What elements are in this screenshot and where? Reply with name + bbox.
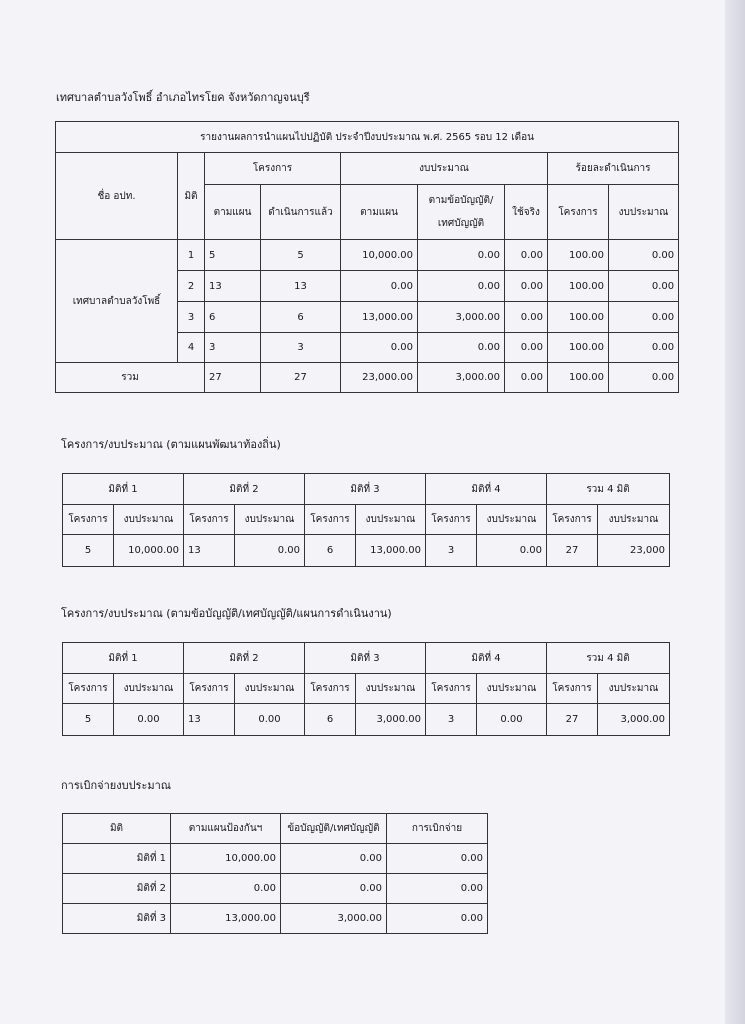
group-total: รวม 4 มิติ <box>547 474 670 505</box>
value-cell: 10,000.00 <box>114 535 184 567</box>
cell-dim: 4 <box>178 333 205 363</box>
value-cell: 0.00 <box>477 704 547 736</box>
value-cell: 3,000.00 <box>598 704 670 736</box>
total-done: 27 <box>261 363 341 393</box>
header-prevention-plan: ตามแผนป้องกันฯ <box>171 814 281 844</box>
header-budget-act <box>418 185 505 240</box>
table-row <box>63 535 670 567</box>
value-cell: 0.00 <box>235 535 305 567</box>
value-cell: 0.00 <box>477 535 547 567</box>
sub-proj: โครงการ <box>63 674 114 704</box>
cell-budget-act: 0.00 <box>418 333 505 363</box>
cell-dim: มิติที่ 3 <box>63 904 171 934</box>
total-percent-proj: 100.00 <box>548 363 609 393</box>
sub-proj: โครงการ <box>547 505 598 535</box>
plan-summary-table <box>62 473 670 567</box>
sub-budget: งบประมาณ <box>235 674 305 704</box>
total-plan: 27 <box>205 363 261 393</box>
cell-budget-used: 0.00 <box>505 271 548 302</box>
sub-budget: งบประมาณ <box>356 674 426 704</box>
sub-budget: งบประมาณ <box>598 505 670 535</box>
value-cell: 13 <box>184 535 235 567</box>
org-title: เทศบาลตำบลวังโพธิ์ อำเภอไทรโยค จังหวัดกาญจนบุรี <box>56 91 310 104</box>
cell-prevention-plan: 0.00 <box>171 874 281 904</box>
sub-budget: งบประมาณ <box>477 674 547 704</box>
sub-proj: โครงการ <box>305 505 356 535</box>
sub-budget: งบประมาณ <box>477 505 547 535</box>
cell-disbursement: 0.00 <box>387 844 488 874</box>
group-total: รวม 4 มิติ <box>547 643 670 674</box>
sub-budget: งบประมาณ <box>356 505 426 535</box>
cell-budget-act: 0.00 <box>418 271 505 302</box>
header-dim: มิติ <box>178 153 205 240</box>
cell-budget-used: 0.00 <box>505 240 548 271</box>
group-dim1: มิติที่ 1 <box>63 643 184 674</box>
sub-budget: งบประมาณ <box>114 674 184 704</box>
value-cell: 6 <box>305 704 356 736</box>
cell-budget-used: 0.00 <box>505 302 548 333</box>
value-cell: 3 <box>426 535 477 567</box>
sub-budget: งบประมาณ <box>598 674 670 704</box>
sub-budget: งบประมาณ <box>235 505 305 535</box>
cell-plan: 5 <box>205 240 261 271</box>
cell-percent-proj: 100.00 <box>548 240 609 271</box>
main-table-title: รายงานผลการนำแผนไปปฏิบัติ ประจำปีงบประมาณ พ.ศ. 2565 รอบ 12 เดือน <box>56 122 679 153</box>
group-dim1: มิติที่ 1 <box>63 474 184 505</box>
cell-percent-budget: 0.00 <box>609 333 679 363</box>
cell-plan: 6 <box>205 302 261 333</box>
total-budget-used: 0.00 <box>505 363 548 393</box>
header-percent-budget: งบประมาณ <box>609 185 679 240</box>
sub-proj: โครงการ <box>426 505 477 535</box>
table-row <box>63 704 670 736</box>
value-cell: 6 <box>305 535 356 567</box>
sub-proj: โครงการ <box>184 674 235 704</box>
cell-dim: มิติที่ 1 <box>63 844 171 874</box>
value-cell: 5 <box>63 704 114 736</box>
value-cell: 3,000.00 <box>356 704 426 736</box>
sub-proj: โครงการ <box>63 505 114 535</box>
cell-budget-plan: 13,000.00 <box>341 302 418 333</box>
sub-proj: โครงการ <box>184 505 235 535</box>
cell-percent-budget: 0.00 <box>609 302 679 333</box>
value-cell: 3 <box>426 704 477 736</box>
value-cell: 0.00 <box>114 704 184 736</box>
cell-ordinance: 0.00 <box>281 874 387 904</box>
group-dim3: มิติที่ 3 <box>305 474 426 505</box>
total-percent-budget: 0.00 <box>609 363 679 393</box>
header-ordinance: ข้อบัญญัติ/เทศบัญญัติ <box>281 814 387 844</box>
header-percent-proj: โครงการ <box>548 185 609 240</box>
total-label: รวม <box>56 363 205 393</box>
sub-proj: โครงการ <box>426 674 477 704</box>
value-cell: 5 <box>63 535 114 567</box>
table2-heading: โครงการ/งบประมาณ (ตามแผนพัฒนาท้องถิ่น) <box>61 438 281 451</box>
header-dim: มิติ <box>63 814 171 844</box>
cell-budget-plan: 0.00 <box>341 271 418 302</box>
main-report-table <box>55 121 679 393</box>
cell-dim: มิติที่ 2 <box>63 874 171 904</box>
header-budget-act-line1: ตามข้อบัญญัติ/ <box>428 195 494 206</box>
cell-plan: 13 <box>205 271 261 302</box>
header-percent: ร้อยละดำเนินการ <box>548 153 679 185</box>
cell-dim: 3 <box>178 302 205 333</box>
cell-budget-plan: 10,000.00 <box>341 240 418 271</box>
cell-done: 13 <box>261 271 341 302</box>
cell-done: 3 <box>261 333 341 363</box>
cell-ordinance: 3,000.00 <box>281 904 387 934</box>
sub-budget: งบประมาณ <box>114 505 184 535</box>
value-cell: 0.00 <box>235 704 305 736</box>
group-dim4: มิติที่ 4 <box>426 643 547 674</box>
disbursement-table <box>62 813 488 934</box>
header-budget-plan: ตามแผน <box>341 185 418 240</box>
header-disbursement: การเบิกจ่าย <box>387 814 488 844</box>
cell-percent-budget: 0.00 <box>609 240 679 271</box>
cell-budget-plan: 0.00 <box>341 333 418 363</box>
value-cell: 23,000 <box>598 535 670 567</box>
sub-proj: โครงการ <box>305 674 356 704</box>
total-budget-act: 3,000.00 <box>418 363 505 393</box>
header-org: ชื่อ อปท. <box>56 153 178 240</box>
ordinance-summary-table <box>62 642 670 736</box>
table3-heading: โครงการ/งบประมาณ (ตามข้อบัญญัติ/เทศบัญญัติ/แผนการดำเนินงาน) <box>61 607 392 620</box>
cell-disbursement: 0.00 <box>387 904 488 934</box>
header-budget-used: ใช้จริง <box>505 185 548 240</box>
header-budget-act-line2: เทศบัญญัติ <box>437 218 485 229</box>
value-cell: 13,000.00 <box>356 535 426 567</box>
cell-disbursement: 0.00 <box>387 874 488 904</box>
value-cell: 13 <box>184 704 235 736</box>
group-dim4: มิติที่ 4 <box>426 474 547 505</box>
org-name-cell: เทศบาลตำบลวังโพธิ์ <box>56 240 178 363</box>
table-row <box>63 874 488 904</box>
header-projects: โครงการ <box>205 153 341 185</box>
table4-heading: การเบิกจ่ายงบประมาณ <box>61 779 171 792</box>
cell-percent-proj: 100.00 <box>548 271 609 302</box>
group-dim3: มิติที่ 3 <box>305 643 426 674</box>
cell-done: 5 <box>261 240 341 271</box>
value-cell: 27 <box>547 535 598 567</box>
cell-prevention-plan: 13,000.00 <box>171 904 281 934</box>
cell-dim: 1 <box>178 240 205 271</box>
table-row <box>63 844 488 874</box>
cell-percent-budget: 0.00 <box>609 271 679 302</box>
value-cell: 27 <box>547 704 598 736</box>
cell-done: 6 <box>261 302 341 333</box>
cell-budget-act: 3,000.00 <box>418 302 505 333</box>
sub-proj: โครงการ <box>547 674 598 704</box>
table-row <box>56 240 679 271</box>
header-plan: ตามแผน <box>205 185 261 240</box>
cell-percent-proj: 100.00 <box>548 333 609 363</box>
table-row <box>63 904 488 934</box>
cell-budget-used: 0.00 <box>505 333 548 363</box>
page-edge <box>725 0 745 1024</box>
cell-percent-proj: 100.00 <box>548 302 609 333</box>
group-dim2: มิติที่ 2 <box>184 643 305 674</box>
header-done: ดำเนินการแล้ว <box>261 185 341 240</box>
group-dim2: มิติที่ 2 <box>184 474 305 505</box>
total-row <box>56 363 679 393</box>
header-budget: งบประมาณ <box>341 153 548 185</box>
cell-ordinance: 0.00 <box>281 844 387 874</box>
cell-prevention-plan: 10,000.00 <box>171 844 281 874</box>
total-budget-plan: 23,000.00 <box>341 363 418 393</box>
cell-plan: 3 <box>205 333 261 363</box>
cell-budget-act: 0.00 <box>418 240 505 271</box>
cell-dim: 2 <box>178 271 205 302</box>
